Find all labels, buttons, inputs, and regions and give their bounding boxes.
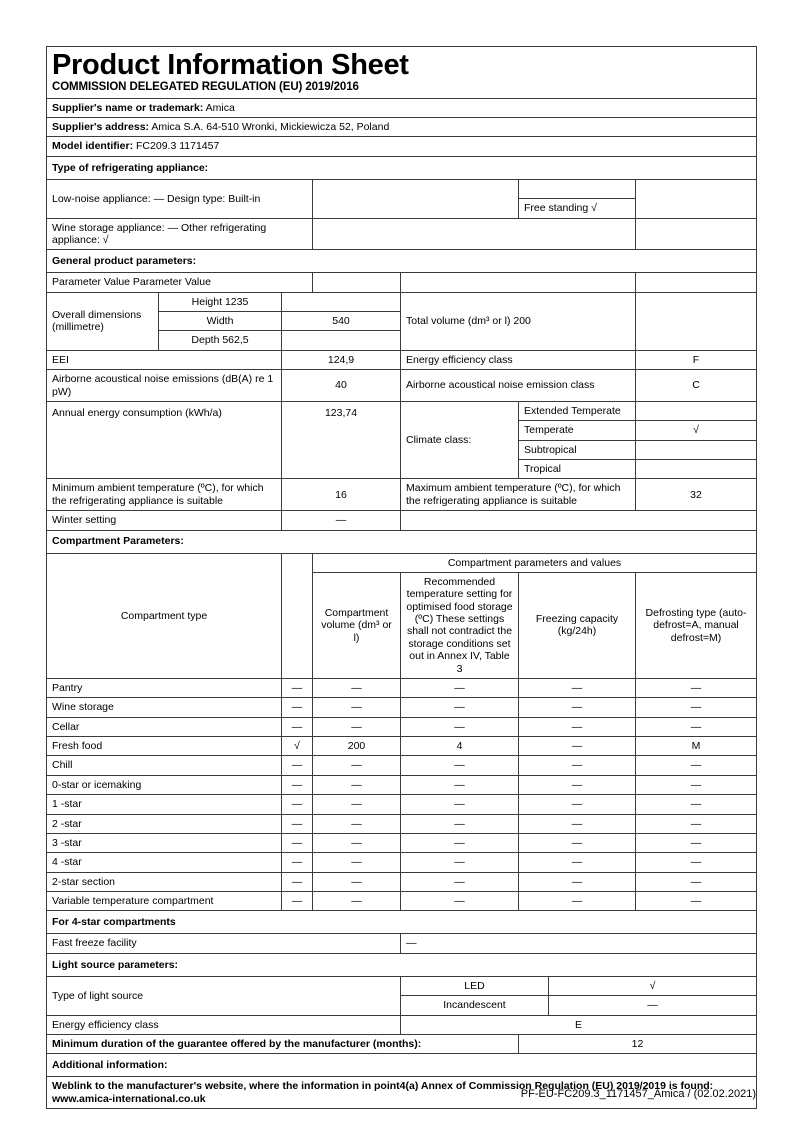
height-label: Height 1235 (159, 292, 282, 311)
noise-class-label: Airborne acoustical noise emission class (401, 370, 636, 402)
appliance-type-section-title: Type of refrigerating appliance: (47, 156, 757, 179)
compartment-present: — (282, 775, 313, 794)
total-volume-cell: Total volume (dm³ or l) 200 (401, 292, 636, 350)
compartment-volume: — (313, 892, 401, 911)
main-table (46, 46, 757, 1109)
appliance-type-section-row (47, 156, 757, 179)
compartment-type: Variable temperature compartment (47, 892, 282, 911)
compartment-defrost: — (636, 756, 757, 775)
width-label: Width (159, 312, 282, 331)
compartment-type: Cellar (47, 717, 282, 736)
climate-row-value-0 (636, 401, 757, 420)
compartment-temp: — (401, 853, 519, 872)
compartment-present: — (282, 833, 313, 852)
compartment-present: — (282, 795, 313, 814)
climate-row-name-2: Subtropical (519, 440, 636, 459)
four-star-section-row (47, 911, 757, 934)
table-row (47, 795, 757, 814)
model-identifier-cell (47, 137, 757, 156)
led-value: √ (549, 976, 757, 995)
model-identifier-label: Model identifier: (52, 140, 134, 153)
compartment-volume: — (313, 698, 401, 717)
guarantee-row (47, 1034, 757, 1053)
supplier-address-row (47, 118, 757, 137)
wine-storage-cell: Wine storage appliance: — Other refrigerating appliance: √ (47, 218, 313, 250)
compartment-type: 2-star section (47, 872, 282, 891)
climate-class-label: Climate class: (401, 401, 519, 479)
compartment-defrost-header: Defrosting type (auto-defrost=A, manual defrost=M) (636, 572, 757, 678)
eei-value: 124,9 (282, 350, 401, 369)
compartment-present: — (282, 892, 313, 911)
compartment-temp: — (401, 833, 519, 852)
free-standing-cell: Free standing √ (519, 199, 636, 218)
supplier-name-row (47, 98, 757, 117)
compartment-volume: — (313, 678, 401, 697)
max-temp-value: 32 (636, 479, 757, 511)
compartment-defrost: — (636, 717, 757, 736)
noise-row (47, 370, 757, 402)
wine-storage-row (47, 218, 757, 250)
four-star-section-title: For 4-star compartments (47, 911, 757, 934)
table-row (47, 698, 757, 717)
fast-freeze-value: — (401, 934, 757, 953)
table-row (47, 717, 757, 736)
depth-value (282, 331, 401, 350)
light-energy-class-row (47, 1015, 757, 1034)
annual-energy-value: 123,74 (282, 401, 401, 479)
compartment-defrost: — (636, 678, 757, 697)
min-temp-value: 16 (282, 479, 401, 511)
annual-energy-row (47, 401, 757, 420)
ambient-temperature-row (47, 479, 757, 511)
general-section-row (47, 250, 757, 273)
page-title: Product Information Sheet (52, 49, 409, 81)
compartment-type-header: Compartment type (47, 553, 282, 678)
design-type-blank-top (519, 179, 636, 198)
low-noise-cell: Low-noise appliance: — Design type: Built-in (47, 179, 313, 218)
supplier-address-cell (47, 118, 757, 137)
fast-freeze-row (47, 934, 757, 953)
light-energy-class-label: Energy efficiency class (47, 1015, 401, 1034)
dimensions-blank (636, 292, 757, 350)
compartment-temp: — (401, 775, 519, 794)
compartment-freezing: — (519, 717, 636, 736)
compartment-temp: — (401, 678, 519, 697)
table-row (47, 775, 757, 794)
compartment-freezing: — (519, 892, 636, 911)
noise-value: 40 (282, 370, 401, 402)
climate-row-value-1: √ (636, 421, 757, 440)
compartment-type: 4 -star (47, 853, 282, 872)
light-source-type-label: Type of light source (47, 976, 401, 1015)
min-temp-label: Minimum ambient temperature (ºC), for which the refrigerating appliance is suitable (47, 479, 282, 511)
compartment-defrost: — (636, 814, 757, 833)
compartment-freezing: — (519, 678, 636, 697)
annual-energy-label: Annual energy consumption (kWh/a) (47, 401, 282, 479)
compartment-type: Pantry (47, 678, 282, 697)
table-row (47, 814, 757, 833)
winter-setting-label: Winter setting (47, 511, 282, 530)
compartment-freezing: — (519, 756, 636, 775)
table-row (47, 678, 757, 697)
compartment-freezing: — (519, 795, 636, 814)
guarantee-value: 12 (519, 1034, 757, 1053)
compartment-freezing: — (519, 833, 636, 852)
compartment-group-header: Compartment parameters and values (313, 553, 757, 572)
compartment-volume-header: Compartment volume (dm³ or l) (313, 572, 401, 678)
compartment-type: Wine storage (47, 698, 282, 717)
climate-row-name-0: Extended Temperate (519, 401, 636, 420)
energy-class-value: F (636, 350, 757, 369)
compartment-present: — (282, 814, 313, 833)
param-value-header-row (47, 273, 757, 292)
compartment-defrost: — (636, 795, 757, 814)
compartment-present: — (282, 678, 313, 697)
table-row (47, 737, 757, 756)
compartment-temp: 4 (401, 737, 519, 756)
compartment-volume: — (313, 775, 401, 794)
winter-setting-value: — (282, 511, 401, 530)
compartment-present-header (282, 553, 313, 678)
compartment-present: — (282, 698, 313, 717)
noise-class-value: C (636, 370, 757, 402)
title-row (47, 47, 757, 99)
compartment-volume: — (313, 833, 401, 852)
compartment-defrost: — (636, 833, 757, 852)
param-header-blank-c (636, 273, 757, 292)
model-identifier-value: FC209.3 1171457 (136, 140, 220, 153)
climate-row-value-2 (636, 440, 757, 459)
dimensions-label: Overall dimensions (millimetre) (47, 292, 159, 350)
table-row (47, 872, 757, 891)
max-temp-label: Maximum ambient temperature (ºC), for which the refrigerating appliance is suitable (401, 479, 636, 511)
width-value: 540 (282, 312, 401, 331)
supplier-address-label: Supplier's address: (52, 121, 150, 134)
low-noise-blank-b (636, 179, 757, 218)
light-energy-class-value: E (401, 1015, 757, 1034)
compartment-freezing: — (519, 775, 636, 794)
eei-label: EEI (47, 350, 282, 369)
climate-row-name-1: Temperate (519, 421, 636, 440)
fast-freeze-label: Fast freeze facility (47, 934, 401, 953)
led-label: LED (401, 976, 549, 995)
low-noise-row (47, 179, 757, 198)
compartment-freezing: — (519, 814, 636, 833)
compartment-volume: — (313, 814, 401, 833)
compartments-group-header-row (47, 553, 757, 572)
guarantee-label: Minimum duration of the guarantee offered by the manufacturer (months): (47, 1034, 519, 1053)
depth-label: Depth 562,5 (159, 331, 282, 350)
compartment-present: — (282, 853, 313, 872)
compartment-volume: — (313, 872, 401, 891)
compartment-type: 0-star or icemaking (47, 775, 282, 794)
compartment-defrost: — (636, 872, 757, 891)
compartment-defrost: — (636, 698, 757, 717)
compartment-temp: — (401, 698, 519, 717)
general-section-title: General product parameters: (47, 250, 757, 273)
compartment-volume: — (313, 717, 401, 736)
table-row (47, 853, 757, 872)
supplier-name-cell (47, 98, 757, 117)
supplier-address-value: Amica S.A. 64-510 Wronki, Mickiewicza 52, Poland (151, 121, 390, 134)
compartment-temp: — (401, 872, 519, 891)
compartment-temp: — (401, 814, 519, 833)
wine-storage-blank-a (313, 218, 636, 250)
table-row (47, 892, 757, 911)
compartment-type: Fresh food (47, 737, 282, 756)
winter-setting-blank (401, 511, 757, 530)
climate-row-name-3: Tropical (519, 460, 636, 479)
param-header-blank-b (401, 273, 636, 292)
climate-row-value-3 (636, 460, 757, 479)
noise-label: Airborne acoustical noise emissions (dB(A) re 1 pW) (47, 370, 282, 402)
compartment-freezing-header: Freezing capacity (kg/24h) (519, 572, 636, 678)
compartment-temp: — (401, 756, 519, 775)
page-subtitle: COMMISSION DELEGATED REGULATION (EU) 2019/2016 (52, 81, 359, 94)
weblink-text: Weblink to the manufacturer's website, where the information in point4(a) Annex of Commission Regulation (EU) 2019/2019 is found: www.amica-international.co.uk (47, 1077, 757, 1109)
additional-info-section-title: Additional information: (47, 1054, 757, 1077)
light-source-section-title: Light source parameters: (47, 953, 757, 976)
low-noise-blank-a (313, 179, 519, 218)
compartment-temp: — (401, 892, 519, 911)
compartment-type: 3 -star (47, 833, 282, 852)
compartment-defrost: — (636, 775, 757, 794)
compartment-freezing: — (519, 698, 636, 717)
light-source-section-row (47, 953, 757, 976)
compartment-volume: 200 (313, 737, 401, 756)
supplier-name-value: Amica (205, 101, 235, 114)
table-row (47, 833, 757, 852)
compartment-type: Chill (47, 756, 282, 775)
winter-setting-row (47, 511, 757, 530)
compartment-temp: — (401, 795, 519, 814)
compartment-present: — (282, 756, 313, 775)
param-header-blank-a (313, 273, 401, 292)
height-value (282, 292, 401, 311)
compartment-volume: — (313, 756, 401, 775)
compartment-defrost: — (636, 853, 757, 872)
compartment-freezing: — (519, 853, 636, 872)
title-cell (47, 47, 757, 99)
eei-row (47, 350, 757, 369)
compartment-freezing: — (519, 737, 636, 756)
incandescent-label: Incandescent (401, 996, 549, 1015)
document-footer: PF-EU-FC209.3_1171457_Amica / (02.02.2021) (520, 1088, 756, 1100)
compartment-volume: — (313, 853, 401, 872)
compartment-type: 1 -star (47, 795, 282, 814)
wine-storage-blank-b (636, 218, 757, 250)
compartment-present: — (282, 717, 313, 736)
dimensions-height-row (47, 292, 757, 311)
compartment-present: — (282, 872, 313, 891)
compartment-defrost: — (636, 892, 757, 911)
compartment-temp: — (401, 717, 519, 736)
model-identifier-row (47, 137, 757, 156)
compartment-temp-header: Recommended temperature setting for optimised food storage (ºC) These settings shall not contradict the storage conditions set out in Annex IV, Table 3 (401, 572, 519, 678)
additional-info-section-row (47, 1054, 757, 1077)
compartment-present: √ (282, 737, 313, 756)
compartment-volume: — (313, 795, 401, 814)
energy-class-label: Energy efficiency class (401, 350, 636, 369)
param-value-header: Parameter Value Parameter Value (47, 273, 313, 292)
incandescent-value: — (549, 996, 757, 1015)
light-source-led-row (47, 976, 757, 995)
compartment-freezing: — (519, 872, 636, 891)
product-information-sheet (46, 46, 756, 1109)
compartment-defrost: M (636, 737, 757, 756)
table-row (47, 756, 757, 775)
compartments-section-row (47, 530, 757, 553)
compartment-type: 2 -star (47, 814, 282, 833)
supplier-name-label: Supplier's name or trademark: (52, 101, 204, 114)
compartments-section-title: Compartment Parameters: (47, 530, 757, 553)
